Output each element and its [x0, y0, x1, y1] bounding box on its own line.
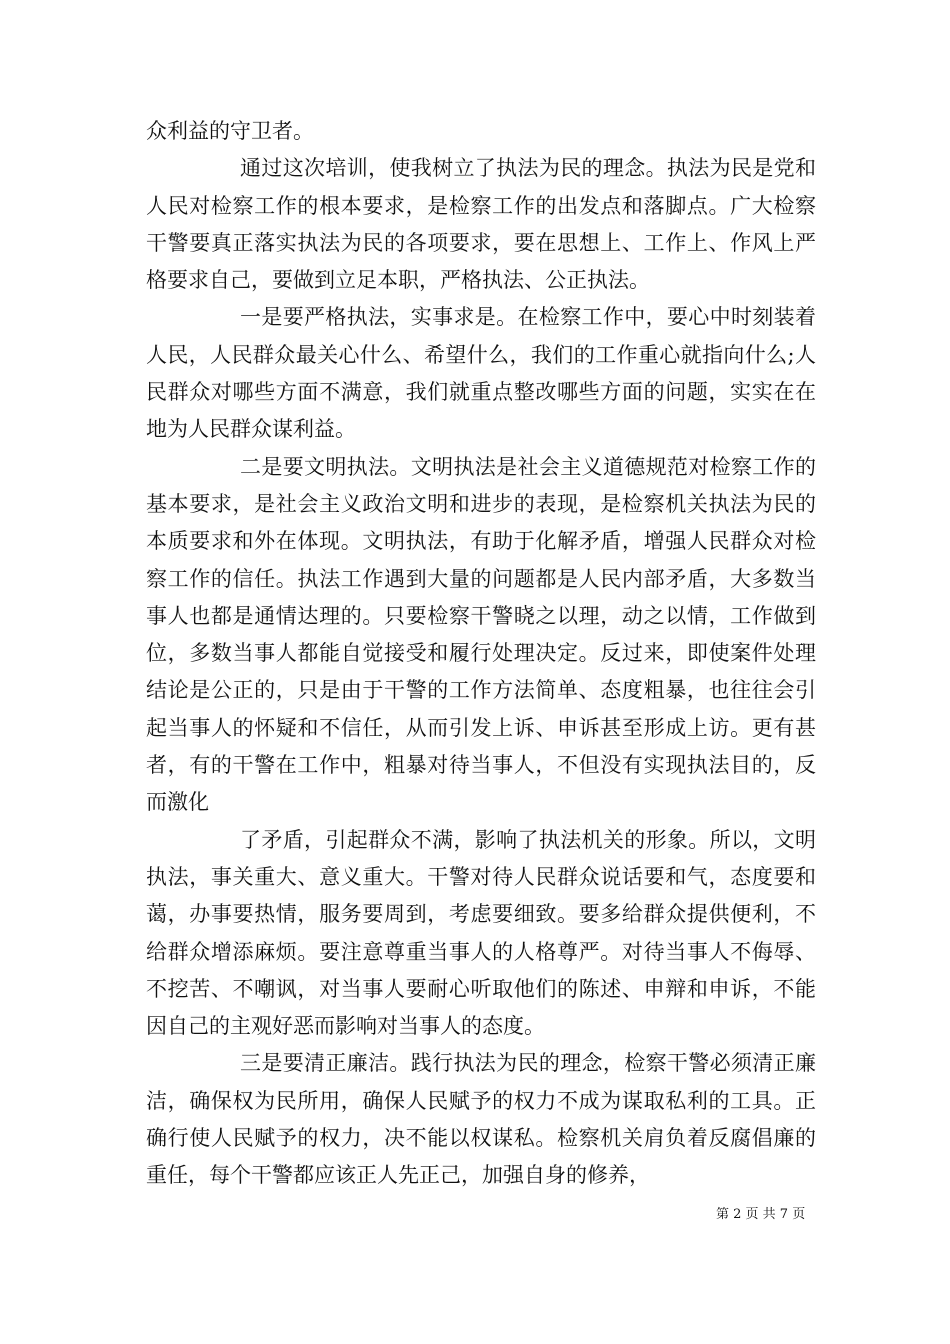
paragraph-5: 了矛盾，引起群众不满，影响了执法机关的形象。所以，文明执法，事关重大、意义重大。干警对待人民群众说话要和气，态度要和蔼，办事要热情，服务要周到，考虑要细致。要多给群众提供便利，不给群众增添麻烦。要注意尊重当事人的人格尊严。对待当事人不侮辱、不挖苦、不嘲讽，对当事人要耐心听取他们的陈述、申辩和申诉，不能因自己的主观好恶而影响对当事人的态度。: [146, 827, 816, 1039]
paragraph-2: 通过这次培训，使我树立了执法为民的理念。执法为民是党和人民对检察工作的根本要求，是检察工作的出发点和落脚点。广大检察干警要真正落实执法为民的各项要求，要在思想上、工作上、作风上严格要求自己，要做到立足本职，严格执法、公正执法。: [146, 156, 816, 293]
paragraph-6: 三是要清正廉洁。践行执法为民的理念，检察干警必须清正廉洁，确保权为民所用，确保人民赋予的权力不成为谋取私利的工具。正确行使人民赋予的权力，决不能以权谋私。检察机关肩负着反腐倡廉的重任，每个干警都应该正人先正己，加强自身的修养，: [146, 1051, 816, 1188]
body-text: [146, 113, 816, 1195]
paragraph-1: 众利益的守卫者。: [146, 119, 314, 143]
paragraph-4: 二是要文明执法。文明执法是社会主义道德规范对检察工作的基本要求，是社会主义政治文明和进步的表现，是检察机关执法为民的本质要求和外在体现。文明执法，有助于化解矛盾，增强人民群众对检察工作的信任。执法工作遇到大量的问题都是人民内部矛盾，大多数当事人也都是通情达理的。只要检察干警晓之以理，动之以情，工作做到位，多数当事人都能自觉接受和履行处理决定。反过来，即使案件处理结论是公正的，只是由于干警的工作方法简单、态度粗暴，也往往会引起当事人的怀疑和不信任，从而引发上诉、申诉甚至形成上访。更有甚者，有的干警在工作中，粗暴对待当事人，不但没有实现执法目的，反而激化: [146, 454, 816, 815]
paragraph-3: 一是要严格执法，实事求是。在检察工作中，要心中时刻装着人民，人民群众最关心什么、希望什么，我们的工作重心就指向什么;人民群众对哪些方面不满意，我们就重点整改哪些方面的问题，实实在在地为人民群众谋利益。: [146, 305, 816, 442]
page-number-footer: 第 2 页 共 7 页: [716, 1207, 806, 1222]
